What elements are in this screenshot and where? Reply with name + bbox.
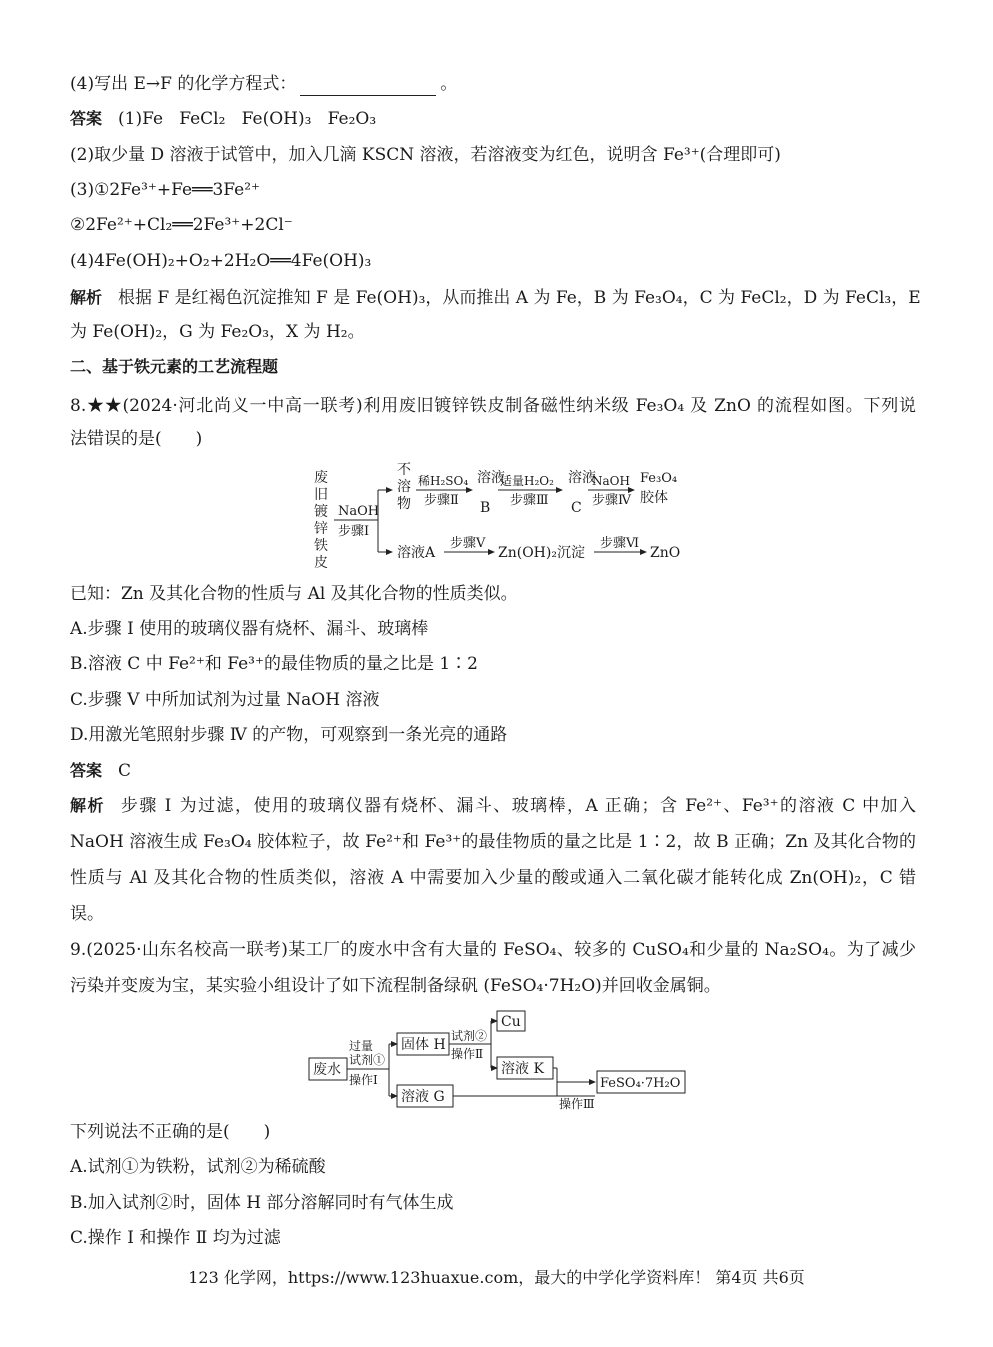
solution-b-top: 溶液 (477, 470, 505, 486)
solid-h: 固体 H (401, 1037, 446, 1053)
step4-label: 步骤Ⅳ (592, 493, 631, 508)
q8-option-a: A.步骤 Ⅰ 使用的玻璃仪器有烧杯、漏斗、玻璃棒 (70, 619, 429, 639)
q7-answer-line (70, 107, 376, 131)
op2-label: 操作Ⅱ (451, 1047, 484, 1061)
analysis-text: 根据 F 是红褐色沉淀推知 F 是 Fe(OH)₃，从而推出 A 为 Fe，B 为 Fe₃O₄，C 为 FeCl₂，D 为 FeCl₃，E (118, 288, 921, 308)
vertical-char: 物 (397, 496, 411, 512)
q8-flow-diagram (300, 460, 700, 572)
vertical-char: 废 (314, 470, 328, 486)
q8-analysis-line-1 (70, 788, 916, 824)
q9-flow-diagram (305, 1008, 695, 1110)
reagent2-label: 试剂② (451, 1029, 488, 1043)
vertical-char: 锌 (314, 521, 328, 537)
step4-reagent: NaOH (592, 474, 630, 488)
step2-reagent: 稀H₂SO₄ (418, 474, 469, 488)
q7-analysis-line-1 (70, 280, 921, 316)
answer-item: Fe₂O₃ (327, 109, 377, 129)
step5-label: 步骤Ⅴ (450, 536, 486, 551)
step6-label: 步骤Ⅵ (600, 536, 640, 551)
step3-reagent: 适量H₂O₂ (500, 474, 554, 488)
q8-stem-line-2: 法错误的是( ) (70, 429, 203, 449)
q8-option-d: D.用激光笔照射步骤 Ⅳ 的产物，可观察到一条光亮的通路 (70, 725, 508, 745)
q8-option-c: C.步骤 Ⅴ 中所加试剂为过量 NaOH 溶液 (70, 690, 380, 710)
q8-answer-line (70, 759, 131, 783)
solution-c-top: 溶液 (568, 470, 596, 486)
product-fe3o4: Fe₃O₄ (640, 471, 678, 486)
step2-label: 步骤Ⅱ (424, 493, 459, 508)
step1-reagent: NaOH (338, 504, 380, 519)
q9-option-c: C.操作 Ⅰ 和操作 Ⅱ 均为过滤 (70, 1228, 281, 1248)
q7-analysis-line-2: 为 Fe(OH)₂，G 为 Fe₂O₃，X 为 H₂。 (70, 322, 365, 342)
product-zno: ZnO (650, 545, 681, 561)
solution-b-letter: B (480, 500, 491, 516)
q7-answer-3-1: (3)①2Fe³⁺+Fe══3Fe²⁺ (70, 180, 261, 200)
reagent1-b: 试剂① (349, 1053, 386, 1067)
q8-known: 已知：Zn 及其化合物的性质与 Al 及其化合物的性质类似。 (70, 584, 518, 604)
q8-stem-line-1: 8.★★(2024·河北尚义一中高一联考)利用废旧镀锌铁皮制备磁性纳米级 Fe₃O₄ 及 ZnO 的流程如图。下列说 (70, 396, 916, 416)
copper: Cu (501, 1014, 521, 1030)
q7-part4-end: 。 (440, 74, 458, 94)
product-green-vitriol: FeSO₄·7H₂O (600, 1076, 681, 1091)
q7-answer-4: (4)4Fe(OH)₂+O₂+2H₂O══4Fe(OH)₃ (70, 251, 372, 271)
page-footer: 123 化学网，https://www.123huaxue.com，最大的中学化学资料库！ 第4页 共6页 (188, 1268, 805, 1287)
vertical-char: 镀 (314, 504, 328, 520)
answer-item: FeCl₂ (179, 109, 226, 129)
vertical-char: 溶 (397, 479, 411, 495)
zn-hydroxide-precipitate: Zn(OH)₂沉淀 (498, 545, 585, 561)
answer-item: Fe(OH)₃ (241, 109, 312, 129)
answer-label: 答案 (70, 109, 103, 128)
vertical-char: 旧 (314, 487, 328, 503)
vertical-char: 皮 (314, 555, 328, 571)
solution-g: 溶液 G (401, 1089, 445, 1105)
analysis-label: 解析 (70, 796, 105, 815)
q9-option-b: B.加入试剂②时，固体 H 部分溶解同时有气体生成 (70, 1193, 454, 1213)
q9-stem-line-2: 污染并变废为宝，某实验小组设计了如下流程制备绿矾 (FeSO₄·7H₂O)并回收金属铜。 (70, 976, 721, 996)
analysis-text: 步骤 Ⅰ 为过滤，使用的玻璃仪器有烧杯、漏斗、玻璃棒，A 正确；含 Fe²⁺、Fe³⁺的溶液 C 中加入 (120, 796, 916, 816)
q8-analysis-line-3: 性质与 Al 及其化合物的性质类似，溶液 A 中需要加入少量的酸或通入二氧化碳才能转化成 Zn(OH)₂，C 错 (70, 868, 916, 888)
answer-blank (300, 77, 436, 96)
q9-stem-line-1: 9.(2025·山东名校高一联考)某工厂的废水中含有大量的 FeSO₄、较多的 CuSO₄和少量的 Na₂SO₄。为了减少 (70, 940, 916, 960)
op3-label: 操作Ⅲ (559, 1097, 595, 1110)
q9-option-a: A.试剂①为铁粉，试剂②为稀硫酸 (70, 1157, 326, 1177)
q8-analysis-line-2: NaOH 溶液生成 Fe₃O₄ 胶体粒子，故 Fe²⁺和 Fe³⁺的最佳物质的量之比是 1∶2，故 B 正确；Zn 及其化合物的 (70, 832, 916, 852)
insoluble-node (397, 462, 411, 512)
step3-label: 步骤Ⅲ (510, 493, 549, 508)
answer-label: 答案 (70, 761, 103, 780)
diagram-start-node (314, 470, 328, 571)
q7-part4-text: (4)写出 E→F 的化学方程式： (70, 74, 297, 94)
solution-c-letter: C (571, 500, 582, 516)
q7-part4 (70, 72, 457, 96)
waste-water: 废水 (313, 1062, 341, 1078)
q7-answer-2: (2)取少量 D 溶液于试管中，加入几滴 KSCN 溶液，若溶液变为红色，说明含 Fe³⁺(合理即可) (70, 145, 781, 165)
q8-option-b: B.溶液 C 中 Fe²⁺和 Fe³⁺的最佳物质的量之比是 1∶2 (70, 654, 478, 674)
vertical-char: 铁 (314, 538, 328, 554)
q9-question: 下列说法不正确的是( ) (70, 1122, 271, 1142)
q7-answer-3-2: ②2Fe²⁺+Cl₂══2Fe³⁺+2Cl⁻ (70, 215, 293, 235)
q8-analysis-line-4: 误。 (70, 904, 104, 924)
answer-value: C (118, 761, 132, 781)
product-colloid: 胶体 (640, 490, 668, 506)
section-title: 二、基于铁元素的工艺流程题 (70, 357, 279, 376)
op1-label: 操作Ⅰ (349, 1073, 378, 1087)
solution-k: 溶液 K (501, 1061, 544, 1077)
answer-item: (1)Fe (118, 109, 164, 129)
step1-label: 步骤Ⅰ (338, 524, 370, 539)
analysis-label: 解析 (70, 288, 103, 307)
vertical-char: 不 (397, 462, 411, 478)
reagent1-a: 过量 (349, 1039, 374, 1053)
solution-a: 溶液A (397, 545, 436, 561)
